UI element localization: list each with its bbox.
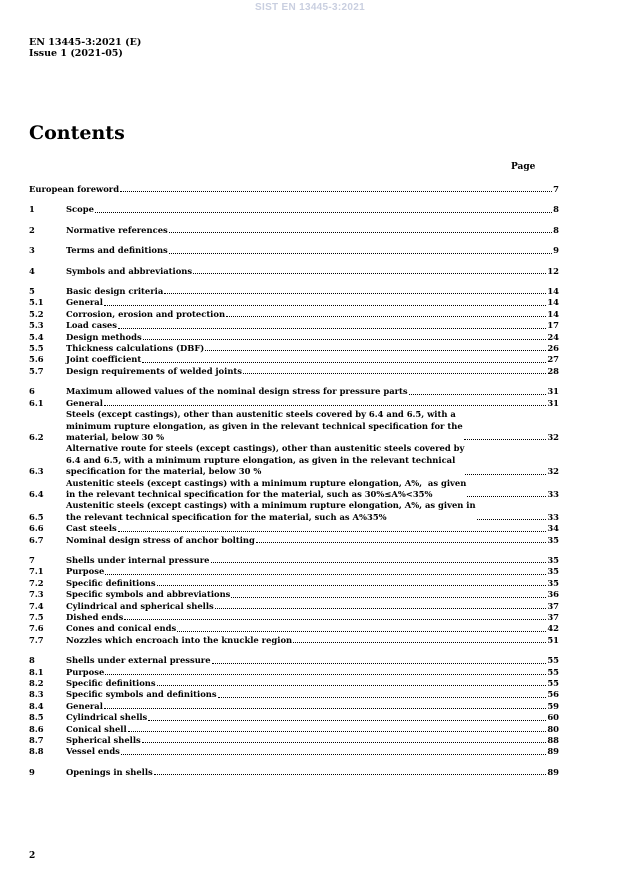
toc-entry-number: 5.1: [29, 297, 44, 308]
toc-entry-title: General: [66, 397, 103, 408]
toc-entry-number: 8.4: [29, 700, 44, 711]
toc-dot-leader: [169, 253, 552, 254]
toc-dot-leader: [256, 542, 546, 543]
toc-entry-page: 14: [547, 308, 559, 319]
toc-entry[interactable]: [29, 184, 559, 195]
page-number: 2: [29, 851, 36, 861]
toc-dot-leader: [143, 339, 547, 340]
toc-entry-number: 3: [29, 245, 35, 256]
toc-entry-page: 32: [547, 466, 559, 477]
toc-entry[interactable]: [29, 555, 559, 566]
toc-entry[interactable]: [29, 286, 559, 297]
toc-entry[interactable]: [29, 746, 559, 757]
toc-entry[interactable]: [29, 443, 559, 477]
toc-entry-page: 34: [547, 523, 559, 534]
toc-entry-number: 8.3: [29, 689, 44, 700]
toc-entry[interactable]: [29, 332, 559, 343]
toc-entry-page: 35: [547, 577, 559, 588]
toc-entry-page: 24: [547, 331, 559, 342]
toc-entry-title: Scope: [66, 204, 94, 215]
toc-dot-leader: [464, 439, 547, 440]
toc-entry-page: 14: [547, 297, 559, 308]
toc-dot-leader: [95, 212, 552, 213]
toc-dot-leader: [104, 305, 546, 306]
toc-entry[interactable]: [29, 689, 559, 700]
toc-entry-page: 55: [547, 655, 559, 666]
toc-entry[interactable]: [29, 601, 559, 612]
toc-entry-title: Austenitic steels (except castings) with a minimum rupture elongation, A%, as given in the relevant technical specification for the material, such as 30%≤A%<35%: [66, 477, 467, 499]
toc-entry-number: 4: [29, 265, 35, 276]
toc-entry[interactable]: [29, 578, 559, 589]
toc-entry-title: Purpose: [66, 566, 105, 577]
toc-entry-page: 36: [547, 589, 559, 600]
toc-entry-title: Shells under external pressure: [66, 655, 211, 666]
toc-entry[interactable]: [29, 343, 559, 354]
toc-entry-number: 5.3: [29, 320, 44, 331]
toc-entry-page: 12: [547, 265, 559, 276]
toc-entry-number: 5.2: [29, 308, 44, 319]
toc-entry-title: Specific definitions: [66, 678, 156, 689]
toc-entry-number: 5.5: [29, 343, 44, 354]
toc-entry-title: Alternative route for steels (except castings), other than austenitic steels covered by 6.4 and 6.5, with a minimum rupture elongation, as given in the relevant technical specification for the material, below 30 %: [66, 443, 465, 477]
toc-entry-title: General: [66, 297, 103, 308]
toc-dot-leader: [128, 731, 547, 732]
toc-entry-title: Specific definitions: [66, 577, 156, 588]
toc-entry[interactable]: [29, 386, 559, 397]
toc-entry-page: 28: [547, 365, 559, 376]
toc-entry-number: 7.6: [29, 623, 44, 634]
toc-entry-title: Cylindrical shells: [66, 712, 148, 723]
toc-entry-number: 7.3: [29, 589, 44, 600]
toc-entry[interactable]: [29, 366, 559, 377]
toc-dot-leader: [157, 685, 547, 686]
toc-entry-number: 8.2: [29, 678, 44, 689]
toc-entry[interactable]: [29, 225, 559, 236]
toc-dot-leader: [193, 273, 546, 274]
toc-dot-leader: [215, 608, 547, 609]
toc-entry[interactable]: [29, 204, 559, 215]
toc-entry-title: Load cases: [66, 320, 117, 331]
toc-entry[interactable]: [29, 712, 559, 723]
toc-entry-title: Conical shell: [66, 723, 127, 734]
toc-entry-number: 8: [29, 655, 35, 666]
toc-entry-title: Joint coefficient: [66, 354, 142, 365]
toc-dot-leader: [226, 316, 546, 317]
toc-entry[interactable]: [29, 523, 559, 534]
toc-dot-leader: [164, 293, 546, 294]
watermark: SIST EN 13445-3:2021: [255, 2, 365, 13]
toc-entry[interactable]: [29, 612, 559, 623]
toc-entry[interactable]: [29, 409, 559, 443]
toc-entry-number: 2: [29, 224, 35, 235]
toc-entry-title: Basic design criteria: [66, 286, 164, 297]
toc-entry-page: 8: [553, 204, 559, 215]
toc-dot-leader: [142, 362, 546, 363]
toc-entry-page: 42: [547, 623, 559, 634]
toc-entry-page: 33: [547, 511, 559, 522]
toc-entry-page: 37: [547, 612, 559, 622]
toc-entry-page: 33: [547, 488, 559, 499]
toc-entry[interactable]: [29, 245, 559, 256]
toc-entry-number: 6.2: [29, 431, 44, 442]
toc-entry-number: 6.3: [29, 466, 44, 477]
toc-entry[interactable]: [29, 297, 559, 308]
toc-entry-title: Nozzles which encroach into the knuckle region: [66, 634, 293, 645]
toc-entry[interactable]: [29, 623, 559, 634]
toc-entry-number: 6.4: [29, 488, 44, 499]
toc-entry[interactable]: [29, 678, 559, 689]
toc-dot-leader: [105, 674, 546, 675]
toc-entry-page: 55: [547, 678, 559, 689]
toc-entry-number: 1: [29, 204, 35, 215]
toc-dot-leader: [218, 697, 547, 698]
toc-dot-leader: [121, 754, 546, 755]
toc-entry-number: 5.6: [29, 354, 44, 365]
document-issue: Issue 1 (2021-05): [29, 48, 123, 59]
document-header: [29, 37, 141, 59]
toc-dot-leader: [118, 531, 547, 532]
toc-dot-leader: [477, 519, 547, 520]
document-number: EN 13445-3:2021 (E): [29, 37, 142, 48]
toc-entry-title: Shells under internal pressure: [66, 554, 210, 565]
toc-entry[interactable]: [29, 655, 559, 666]
toc-entry[interactable]: [29, 566, 559, 577]
toc-entry-page: 7: [553, 184, 559, 194]
toc-dot-leader: [104, 708, 546, 709]
toc-entry[interactable]: [29, 500, 559, 523]
toc-entry-number: 7.5: [29, 612, 44, 622]
toc-dot-leader: [465, 474, 546, 475]
toc-entry-number: 5: [29, 286, 35, 297]
toc-entry-page: 60: [547, 712, 559, 723]
toc-entry-title: Terms and definitions: [66, 245, 168, 256]
toc-dot-leader: [157, 585, 547, 586]
toc-entry-title: Dished ends: [66, 612, 124, 622]
toc-entry-number: 7.1: [29, 566, 44, 577]
toc-entry[interactable]: [29, 589, 559, 600]
toc-entry-page: 9: [553, 245, 559, 256]
toc-entry-title: Austenitic steels (except castings) with a minimum rupture elongation, A%, as given in the relevant technical specification for the material, such as A%35%: [66, 500, 476, 522]
toc-entry-title: Nominal design stress of anchor bolting: [66, 534, 255, 545]
toc-entry-title: General: [66, 700, 103, 711]
toc-entry-page: 27: [547, 354, 559, 365]
toc-entry-title: Cast steels: [66, 523, 117, 534]
toc-entry-title: Openings in shells: [66, 766, 153, 777]
toc-entry[interactable]: [29, 478, 559, 501]
toc-entry-title: Symbols and abbreviations: [66, 265, 193, 276]
toc-entry-number: 8.6: [29, 723, 44, 734]
toc-entry-number: 6.1: [29, 397, 44, 408]
toc-entry-title: European foreword: [29, 184, 120, 194]
toc-dot-leader: [243, 373, 546, 374]
toc-entry-page: 31: [547, 386, 559, 397]
toc-entry-title: Design methods: [66, 331, 142, 342]
toc-entry-number: 8.7: [29, 735, 44, 746]
toc-entry-title: Purpose: [66, 666, 105, 677]
toc-entry-page: 59: [547, 700, 559, 711]
toc-entry-number: 8.1: [29, 666, 44, 677]
toc-entry-page: 31: [547, 397, 559, 408]
toc-entry-number: 6: [29, 386, 35, 397]
toc-entry-number: 7: [29, 554, 35, 565]
toc-entry-page: 26: [547, 343, 559, 354]
toc-entry-number: 7.4: [29, 600, 44, 611]
toc-entry-number: 6.5: [29, 511, 44, 522]
toc-dot-leader: [104, 405, 546, 406]
table-of-contents: [29, 184, 559, 778]
toc-entry-page: 89: [547, 746, 559, 757]
toc-dot-leader: [118, 328, 546, 329]
toc-entry-number: 8.5: [29, 712, 44, 723]
toc-entry-number: 7.7: [29, 634, 44, 645]
toc-entry-page: 32: [547, 431, 559, 442]
toc-dot-leader: [212, 663, 547, 664]
toc-entry-title: Cylindrical and spherical shells: [66, 600, 214, 611]
toc-entry-title: Normative references: [66, 224, 168, 235]
toc-dot-leader: [409, 394, 547, 395]
toc-entry-title: Specific symbols and definitions: [66, 689, 217, 700]
toc-entry-number: 8.8: [29, 746, 44, 757]
toc-dot-leader: [211, 562, 547, 563]
toc-entry[interactable]: [29, 535, 559, 546]
toc-entry[interactable]: [29, 320, 559, 331]
toc-dot-leader: [148, 720, 546, 721]
toc-entry[interactable]: [29, 667, 559, 678]
toc-dot-leader: [154, 774, 547, 775]
toc-entry-number: 9: [29, 766, 35, 777]
toc-entry-title: Maximum allowed values of the nominal design stress for pressure parts: [66, 386, 408, 397]
toc-entry[interactable]: [29, 398, 559, 409]
toc-entry-page: 17: [547, 320, 559, 331]
toc-dot-leader: [177, 631, 546, 632]
toc-entry[interactable]: [29, 635, 559, 646]
toc-entry-number: 5.7: [29, 365, 44, 376]
toc-entry[interactable]: [29, 735, 559, 746]
toc-entry-page: 55: [547, 666, 559, 677]
toc-entry-title: Vessel ends: [66, 746, 120, 757]
toc-dot-leader: [293, 642, 546, 643]
toc-entry-title: Steels (except castings), other than austenitic steels covered by 6.4 and 6.5, with a minimum rupture elongation, as given in the relevant technical specification for the material, below 30 %: [66, 409, 463, 442]
toc-dot-leader: [467, 496, 546, 497]
toc-entry-title: Cones and conical ends: [66, 623, 177, 634]
toc-entry-title: Corrosion, erosion and protection: [66, 308, 226, 319]
toc-dot-leader: [169, 232, 552, 233]
toc-dot-leader: [105, 574, 546, 575]
toc-entry-page: 8: [553, 224, 559, 235]
toc-entry-number: 5.4: [29, 331, 44, 342]
toc-entry[interactable]: [29, 724, 559, 735]
toc-dot-leader: [231, 597, 546, 598]
page-title: Contents: [29, 122, 125, 144]
toc-entry[interactable]: [29, 266, 559, 277]
toc-entry-page: 35: [547, 554, 559, 565]
toc-dot-leader: [120, 191, 552, 192]
page-column-label: Page: [511, 162, 536, 172]
toc-entry-number: 6.7: [29, 534, 44, 545]
toc-entry-title: Specific symbols and abbreviations: [66, 589, 231, 600]
toc-entry-page: 37: [547, 600, 559, 611]
toc-entry-page: 80: [547, 723, 559, 734]
toc-entry-page: 89: [547, 766, 559, 777]
toc-entry[interactable]: [29, 309, 559, 320]
toc-dot-leader: [205, 350, 546, 351]
toc-entry-title: Spherical shells: [66, 735, 141, 746]
toc-entry-title: Thickness calculations (DBF): [66, 343, 205, 354]
toc-entry[interactable]: [29, 767, 559, 778]
toc-entry-page: 88: [547, 735, 559, 746]
toc-entry[interactable]: [29, 701, 559, 712]
toc-entry-page: 51: [547, 634, 559, 645]
toc-dot-leader: [124, 619, 546, 620]
toc-entry-page: 56: [547, 689, 559, 700]
toc-entry-number: 6.6: [29, 523, 44, 534]
toc-dot-leader: [142, 742, 547, 743]
toc-entry-page: 35: [547, 534, 559, 545]
toc-entry-page: 14: [547, 286, 559, 297]
toc-entry-title: Design requirements of welded joints: [66, 365, 242, 376]
toc-entry-number: 7.2: [29, 577, 44, 588]
toc-entry[interactable]: [29, 354, 559, 365]
toc-entry-page: 35: [547, 566, 559, 577]
